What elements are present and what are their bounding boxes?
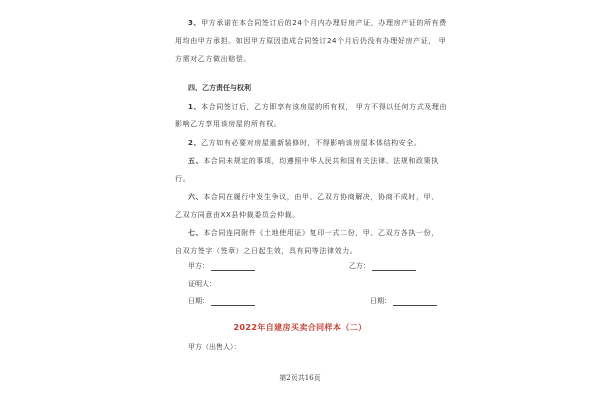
clause-7-number: 七、 bbox=[188, 229, 204, 237]
section-4-heading: 四、乙方责任与权利 bbox=[188, 84, 251, 92]
party-a-signature: 甲方： bbox=[188, 262, 255, 271]
party-b-signature: 乙方： bbox=[349, 262, 416, 271]
date-right-blank bbox=[393, 298, 437, 306]
date-left: 日期： bbox=[188, 297, 255, 306]
clause-3-line-3: 方需对乙方做出赔偿。 bbox=[175, 55, 251, 63]
clause-5-line-2: 行。 bbox=[175, 175, 191, 183]
seller-label: 甲方（出售人）： bbox=[188, 343, 241, 351]
clause-7-line-1: 七、本合同连同附件《土地使用证》复印一式二份，甲、乙双方各执一份， bbox=[188, 229, 439, 237]
clause-6-line-1: 六、本合同在履行中发生争议，由甲、乙双方协商解决，协商不成时，甲、 bbox=[188, 193, 439, 201]
clause-4-2-number: 2、 bbox=[188, 139, 202, 147]
clause-5-line-1: 五、本合同未规定的事项，均遵照中华人民共和国有关法律、法规和政策执 bbox=[188, 157, 439, 165]
clause-5-number: 五、 bbox=[188, 157, 204, 165]
clause-7-line-2: 自双方签字（签章）之日起生效，具有同等法律效力。 bbox=[175, 247, 358, 255]
clause-6-line-2: 乙双方同意由XX县仲裁委员会仲裁。 bbox=[175, 211, 300, 219]
party-b-blank bbox=[372, 263, 416, 271]
clause-6-number: 六、 bbox=[188, 193, 204, 201]
clause-3-line-2: 用均由甲方承担。如因甲方原因造成合同签订24个月后仍没有办理好房产证， 甲 bbox=[175, 37, 447, 45]
clause-3-line-1: 3、甲方承诺在本合同签订后的24个月内办理好房产证，办理房产证的所有费 bbox=[188, 19, 447, 27]
document-title: 2022年自建房买卖合同样本（二） bbox=[233, 323, 367, 332]
clause-4-2-line-1: 2、乙方如有必要对房屋重新装修时，不得影响该房屋本体结构安全。 bbox=[188, 139, 422, 147]
witness-signature: 证明人： bbox=[188, 280, 216, 288]
party-a-blank bbox=[211, 263, 255, 271]
clause-3-number: 3、 bbox=[188, 19, 202, 27]
clause-4-1-line-2: 影响乙方享用该房屋的所有权。 bbox=[175, 120, 282, 128]
clause-4-1-number: 1、 bbox=[188, 103, 202, 111]
date-left-blank bbox=[211, 298, 255, 306]
date-right: 日期： bbox=[370, 297, 437, 306]
clause-4-1-line-1: 1、本合同签订后，乙方即享有该房屋的所有权， 甲方不得以任何方式及理由 bbox=[188, 103, 448, 111]
page-footer: 第2页共16页 bbox=[279, 374, 321, 382]
